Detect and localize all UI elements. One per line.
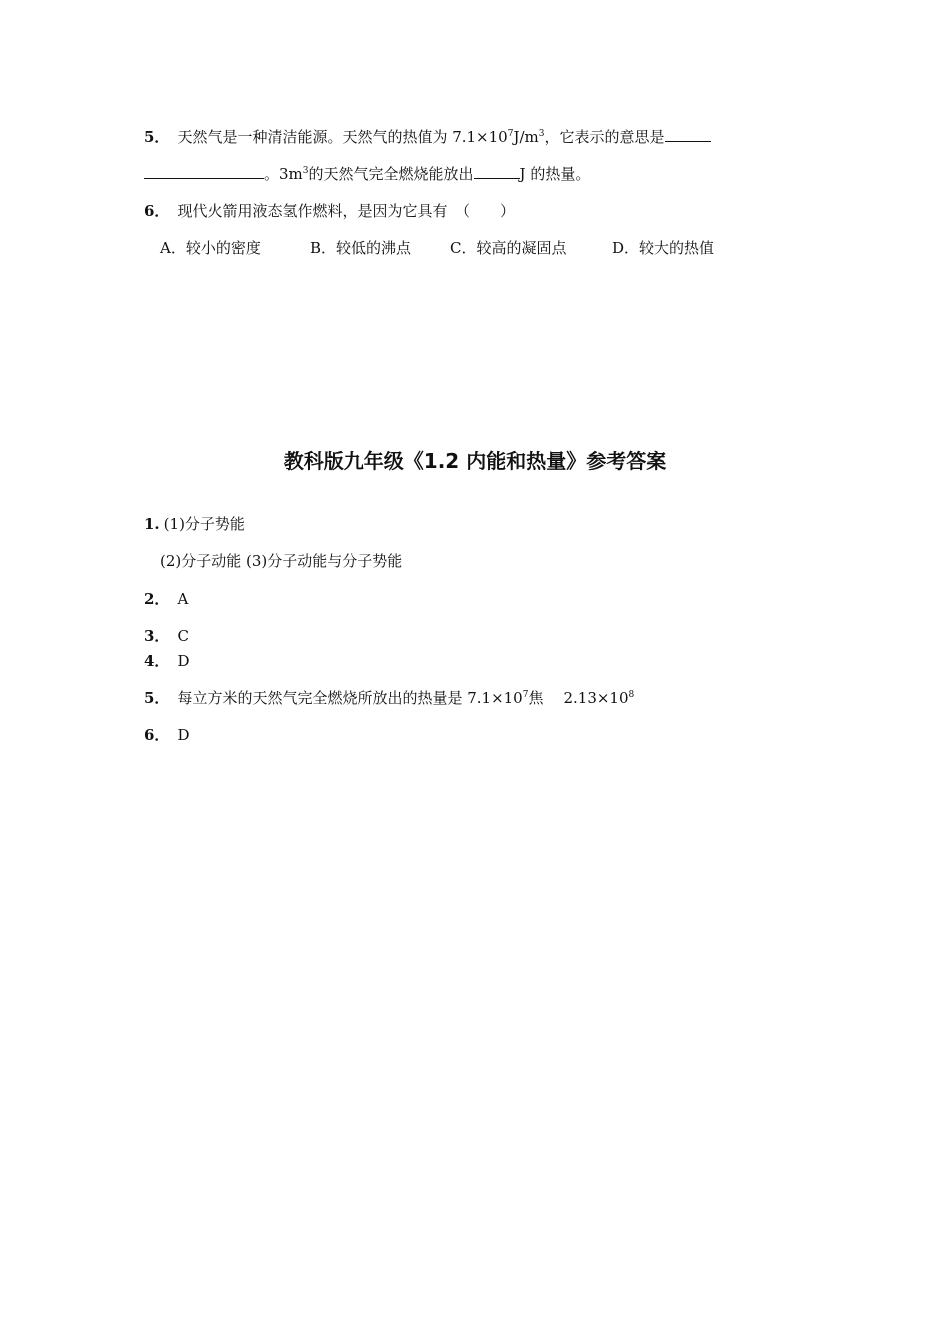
question-text: ，它表示的意思是 bbox=[544, 128, 665, 146]
question-5-line-2 bbox=[144, 164, 590, 184]
answer-key-title: 教科版九年级《1.2 内能和热量》参考答案 bbox=[283, 449, 667, 473]
answer-text: 每立方米的天然气完全燃烧所放出的热量是 7.1×10 bbox=[177, 689, 523, 707]
answer-number: 5． bbox=[144, 689, 170, 707]
option-a[interactable]: A．较小的密度 bbox=[160, 239, 261, 257]
question-text: 天然气是一种清洁能源。天然气的热值为 7.1×10 bbox=[177, 128, 508, 146]
question-5-line-1 bbox=[144, 127, 711, 147]
answer-text: A bbox=[177, 590, 189, 608]
answer-blank[interactable] bbox=[144, 164, 264, 179]
question-6-options bbox=[160, 238, 714, 258]
answer-4 bbox=[144, 651, 189, 671]
answer-number: 6． bbox=[144, 726, 170, 744]
answer-text: D bbox=[177, 726, 190, 744]
exponent: 3 bbox=[538, 129, 545, 139]
question-text: J 的热量。 bbox=[519, 165, 591, 183]
question-text: 现代火箭用液态氢作燃料，是因为它具有 （ ） bbox=[177, 202, 515, 220]
answer-3 bbox=[144, 626, 189, 646]
exponent: 7 bbox=[507, 129, 514, 139]
answer-text: (2)分子动能 (3)分子动能与分子势能 bbox=[160, 552, 403, 570]
option-b[interactable]: B．较低的沸点 bbox=[310, 239, 412, 257]
answer-text: (1)分子势能 bbox=[163, 515, 245, 533]
question-number: 5． bbox=[144, 128, 170, 146]
exponent: 7 bbox=[522, 690, 529, 700]
answer-unit: 焦 bbox=[528, 689, 544, 707]
answer-5 bbox=[144, 688, 634, 708]
question-6 bbox=[144, 201, 515, 221]
exponent: 3 bbox=[302, 166, 309, 176]
question-number: 6． bbox=[144, 202, 170, 220]
answer-text: D bbox=[177, 652, 190, 670]
unit-text: J/m bbox=[513, 128, 539, 146]
answer-number: 1. bbox=[144, 515, 160, 533]
question-text: 。3m bbox=[264, 165, 303, 183]
answer-text: 2.13×10 bbox=[563, 689, 629, 707]
answer-2 bbox=[144, 589, 188, 609]
answer-blank[interactable] bbox=[474, 164, 520, 179]
answer-6 bbox=[144, 725, 189, 745]
option-d[interactable]: D．较大的热值 bbox=[612, 239, 715, 257]
answer-1-line-1 bbox=[144, 514, 245, 534]
answer-number: 3． bbox=[144, 627, 170, 645]
answer-number: 2． bbox=[144, 590, 170, 608]
question-text: 的天然气完全燃烧能放出 bbox=[308, 165, 474, 183]
option-c[interactable]: C．较高的凝固点 bbox=[450, 239, 567, 257]
answer-1-line-2 bbox=[160, 551, 402, 571]
exponent: 8 bbox=[628, 690, 635, 700]
answer-blank[interactable] bbox=[665, 127, 711, 142]
answer-number: 4． bbox=[144, 652, 170, 670]
answer-text: C bbox=[177, 627, 189, 645]
